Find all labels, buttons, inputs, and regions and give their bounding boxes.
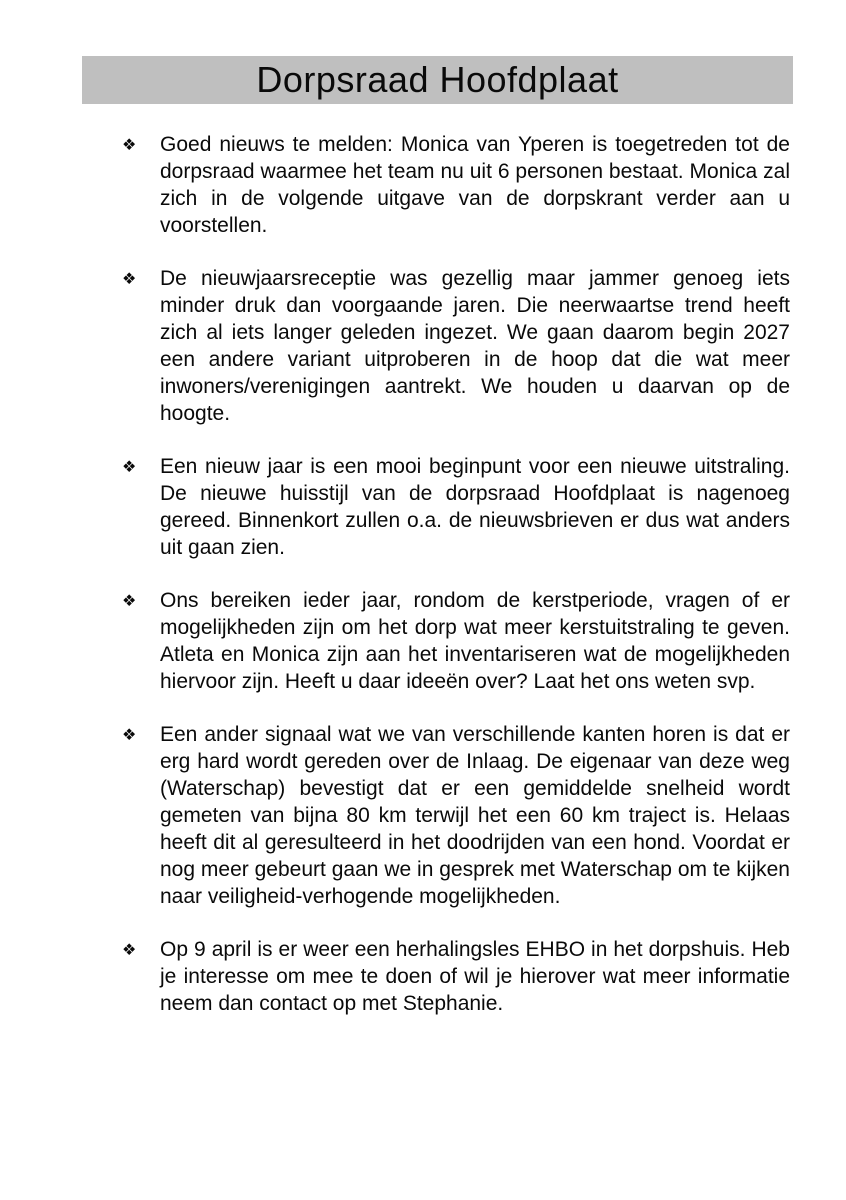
diamond-bullet-icon: ❖ [122,940,137,959]
diamond-bullet-icon: ❖ [122,269,137,288]
bullet-paragraph: Goed nieuws te melden: Monica van Yperen is toegetreden tot de dorpsraad waarmee het team nu uit 6 personen bestaat. Monica zal zich in de volgende uitgave van de dorpskrant verder aan u voorstellen. [160,133,790,237]
page-title: Dorpsraad Hoofdplaat [256,59,619,100]
bullet-paragraph: Op 9 april is er weer een herhalingsles EHBO in het dorpshuis. Heb je interesse om mee te doen of wil je hierover wat meer informatie neem dan contact op met Stephanie. [160,938,790,1015]
diamond-bullet-icon: ❖ [122,457,137,476]
bullet-list [122,131,790,1043]
diamond-bullet-icon: ❖ [122,135,137,154]
list-item [122,587,790,695]
bullet-paragraph: Een ander signaal wat we van verschillende kanten horen is dat er erg hard wordt gereden over de Inlaag. De eigenaar van deze weg (Waterschap) bevestigt dat er een gemiddelde snelheid wordt gemeten van bijna 80 km terwijl het een 60 km traject is. Helaas heeft dit al geresulteerd in het doodrijden van een hond. Voordat er nog meer gebeurt gaan we in gesprek met Waterschap om te kijken naar veiligheid-verhogende mogelijkheden. [160,723,790,908]
title-bar [82,56,793,104]
diamond-bullet-icon: ❖ [122,591,137,610]
bullet-paragraph: Ons bereiken ieder jaar, rondom de kerstperiode, vragen of er mogelijkheden zijn om het dorp wat meer kerstuitstraling te geven. Atleta en Monica zijn aan het inventariseren wat de mogelijkheden hiervoor zijn. Heeft u daar ideeën over? Laat het ons weten svp. [160,589,790,693]
list-item [122,936,790,1017]
list-item [122,265,790,427]
bullet-paragraph: Een nieuw jaar is een mooi beginpunt voor een nieuwe uitstraling. De nieuwe huisstijl van de dorpsraad Hoofdplaat is nagenoeg gereed. Binnenkort zullen o.a. de nieuwsbrieven er dus wat anders uit gaan zien. [160,455,790,559]
list-item [122,453,790,561]
list-item [122,721,790,910]
diamond-bullet-icon: ❖ [122,725,137,744]
bullet-paragraph: De nieuwjaarsreceptie was gezellig maar jammer genoeg iets minder druk dan voorgaande jaren. Die neerwaartse trend heeft zich al iets langer geleden ingezet. We gaan daarom begin 2027 een andere variant uitproberen in de hoop dat die wat meer inwoners/verenigingen aantrekt. We houden u daarvan op de hoogte. [160,267,790,425]
list-item [122,131,790,239]
